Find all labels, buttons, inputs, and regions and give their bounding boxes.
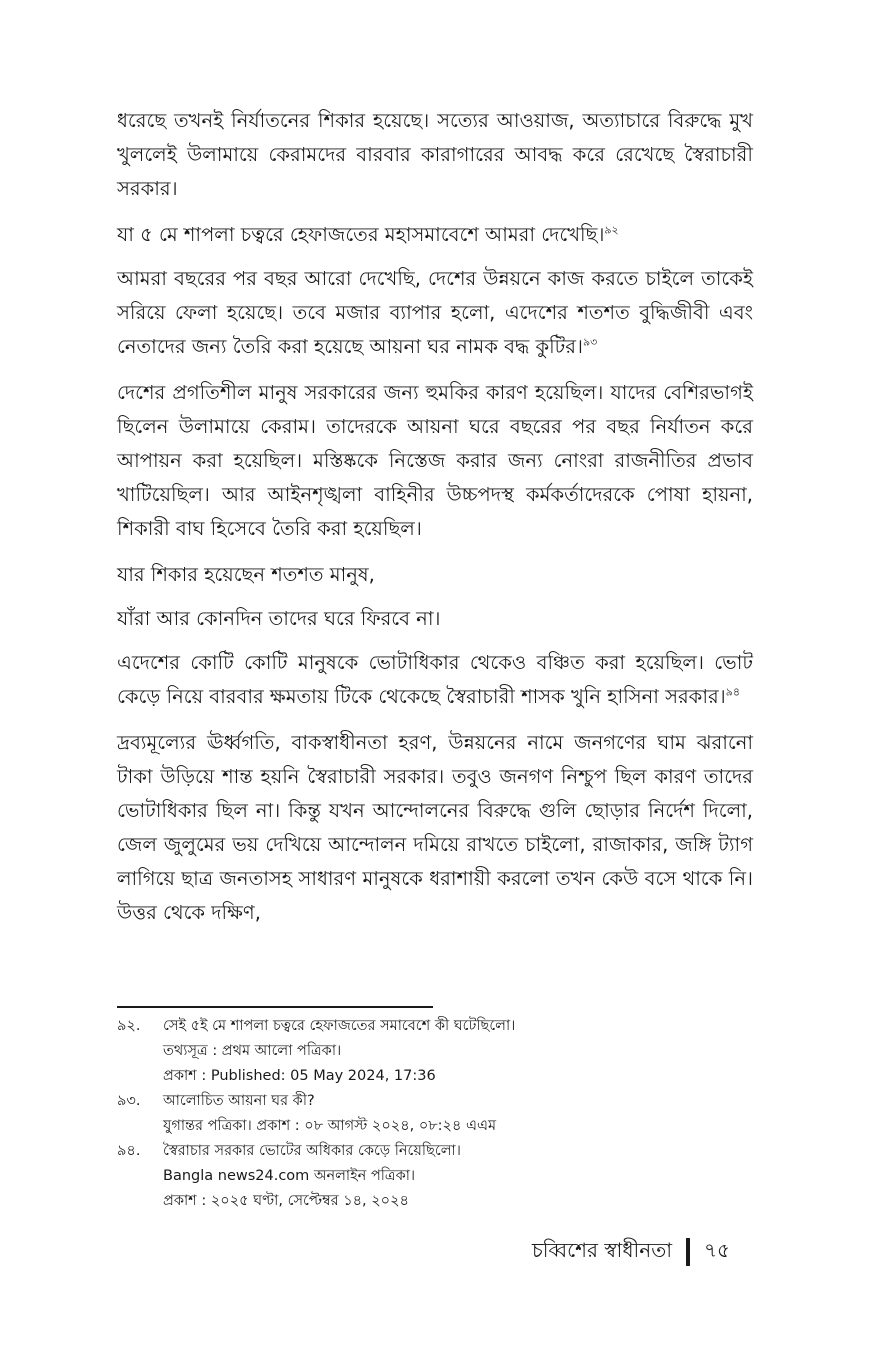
footnote-line: আলোচিত আয়না ঘর কী? [163, 1093, 315, 1109]
footnote-ref-92: ৯২ [604, 223, 619, 237]
footnote-line: যুগান্তর পত্রিকা। প্রকাশ : ০৮ আগস্ট ২০২৪, ০৮:২৪ এএম [163, 1118, 497, 1134]
footnote-ref-93: ৯৩ [583, 335, 598, 349]
footnote-number: ৯৪. [117, 1143, 141, 1159]
paragraph-7: এদেশের কোটি কোটি মানুষকে ভোটাধিকার থেকেও বঞ্চিত করা হয়েছিল। ভোট কেড়ে নিয়ে বারবার ক্ষমতায় টিকে থেকেছে স্বৈরাচারী শাসক খুনি হাসিনা সরকার।$^{৯৪}$ [117, 651, 753, 708]
footnote-body [163, 1139, 757, 1214]
footnote-divider [117, 1006, 433, 1008]
footnote-body [163, 1014, 757, 1089]
body-text [117, 104, 753, 942]
footnote-number: ৯২. [117, 1018, 141, 1034]
page-footer [0, 1232, 870, 1272]
footer-separator [686, 1238, 690, 1266]
footnote-body [163, 1089, 757, 1139]
paragraph-4: দেশের প্রগতিশীল মানুষ সরকারের জন্য হুমকির কারণ হয়েছিল। যাদের বেশিরভাগই ছিলেন উলামায়ে কেরাম। তাদেরকে আয়না ঘরে বছরের পর বছর নির্যাতন করে আপায়ন করা হয়েছিল। মস্তিষ্ককে নিস্তেজ করার জন্য নোংরা রাজনীতির প্রভাব খাটিয়েছিল। আর আইনশৃঙ্খলা বাহিনীর উচ্চপদস্থ কর্মকর্তাদেরকে পোষা হায়না, শিকারী বাঘ হিসেবে তৈরি করা হয়েছিল। [117, 381, 753, 540]
paragraph-3: আমরা বছরের পর বছর আরো দেখেছি, দেশের উন্নয়নে কাজ করতে চাইলে তাকেই সরিয়ে ফেলা হয়েছে। তবে মজার ব্যাপার হলো, এদেশের শতশত বুদ্ধিজীবী এবং নেতাদের জন্য তৈরি করা হয়েছে আয়না ঘর নামক বদ্ধ কুটির।$^{৯৩}$ [117, 267, 753, 358]
footnote-line: স্বৈরাচার সরকার ভোটের অধিকার কেড়ে নিয়েছিলো। [163, 1143, 461, 1159]
footnote-92 [117, 1014, 757, 1089]
footnotes [117, 1014, 757, 1214]
page-number: ৭৫ [704, 1238, 730, 1262]
footnote-line: Bangla news24.com অনলাইন পত্রিকা। [163, 1168, 416, 1184]
paragraph-6: যাঁরা আর কোনদিন তাদের ঘরে ফিরবে না। [117, 607, 441, 630]
footnote-ref-94: ৯৪ [725, 685, 740, 699]
footnote-line: তথ্যসূত্র : প্রথম আলো পত্রিকা। [163, 1043, 342, 1059]
footnote-line: সেই ৫ই মে শাপলা চত্বরে হেফাজতের সমাবেশে কী ঘটেছিলো। [163, 1018, 516, 1034]
footnote-93 [117, 1089, 757, 1139]
footnote-line: প্রকাশ : Published: 05 May 2024, 17:36 [163, 1068, 436, 1084]
paragraph-8: দ্রব্যমূল্যের ঊর্ধ্বগতি, বাকস্বাধীনতা হরণ, উন্নয়নের নামে জনগণের ঘাম ঝরানো টাকা উড়িয়ে শান্ত হয়নি স্বৈরাচারী সরকার। তবুও জনগণ নিশ্চুপ ছিল কারণ তাদের ভোটাধিকার ছিল না। কিন্তু যখন আন্দোলনের বিরুদ্ধে গুলি ছোড়ার নির্দেশ দিলো, জেল জুলুমের ভয় দেখিয়ে আন্দোলন দমিয়ে রাখতে চাইলো, রাজাকার, জঙ্গি ট্যাগ লাগিয়ে ছাত্র জনতাসহ সাধারণ মানুষকে ধরাশায়ী করলো তখন কেউ বসে থাকে নি। উত্তর থেকে দক্ষিণ, [117, 731, 753, 924]
running-title: চব্বিশের স্বাধীনতা [531, 1238, 672, 1262]
paragraph-1: ধরেছে তখনই নির্যাতনের শিকার হয়েছে। সত্যের আওয়াজ, অত্যাচারে বিরুদ্ধে মুখ খুললেই উলামায়ে কেরামদের বারবার কারাগারের আবদ্ধ করে রেখেছে স্বৈরাচারী সরকার। [117, 109, 753, 200]
footnote-number: ৯৩. [117, 1093, 141, 1109]
footnote-line: প্রকাশ : ২০২৫ ঘণ্টা, সেপ্টেম্বর ১৪, ২০২৪ [163, 1193, 409, 1209]
footnote-94 [117, 1139, 757, 1214]
paragraph-5: যার শিকার হয়েছেন শতশত মানুষ, [117, 563, 375, 586]
paragraph-2: যা ৫ মে শাপলা চত্বরে হেফাজতের মহাসমাবেশে আমরা দেখেছি।$^{৯২}$ [117, 223, 619, 246]
